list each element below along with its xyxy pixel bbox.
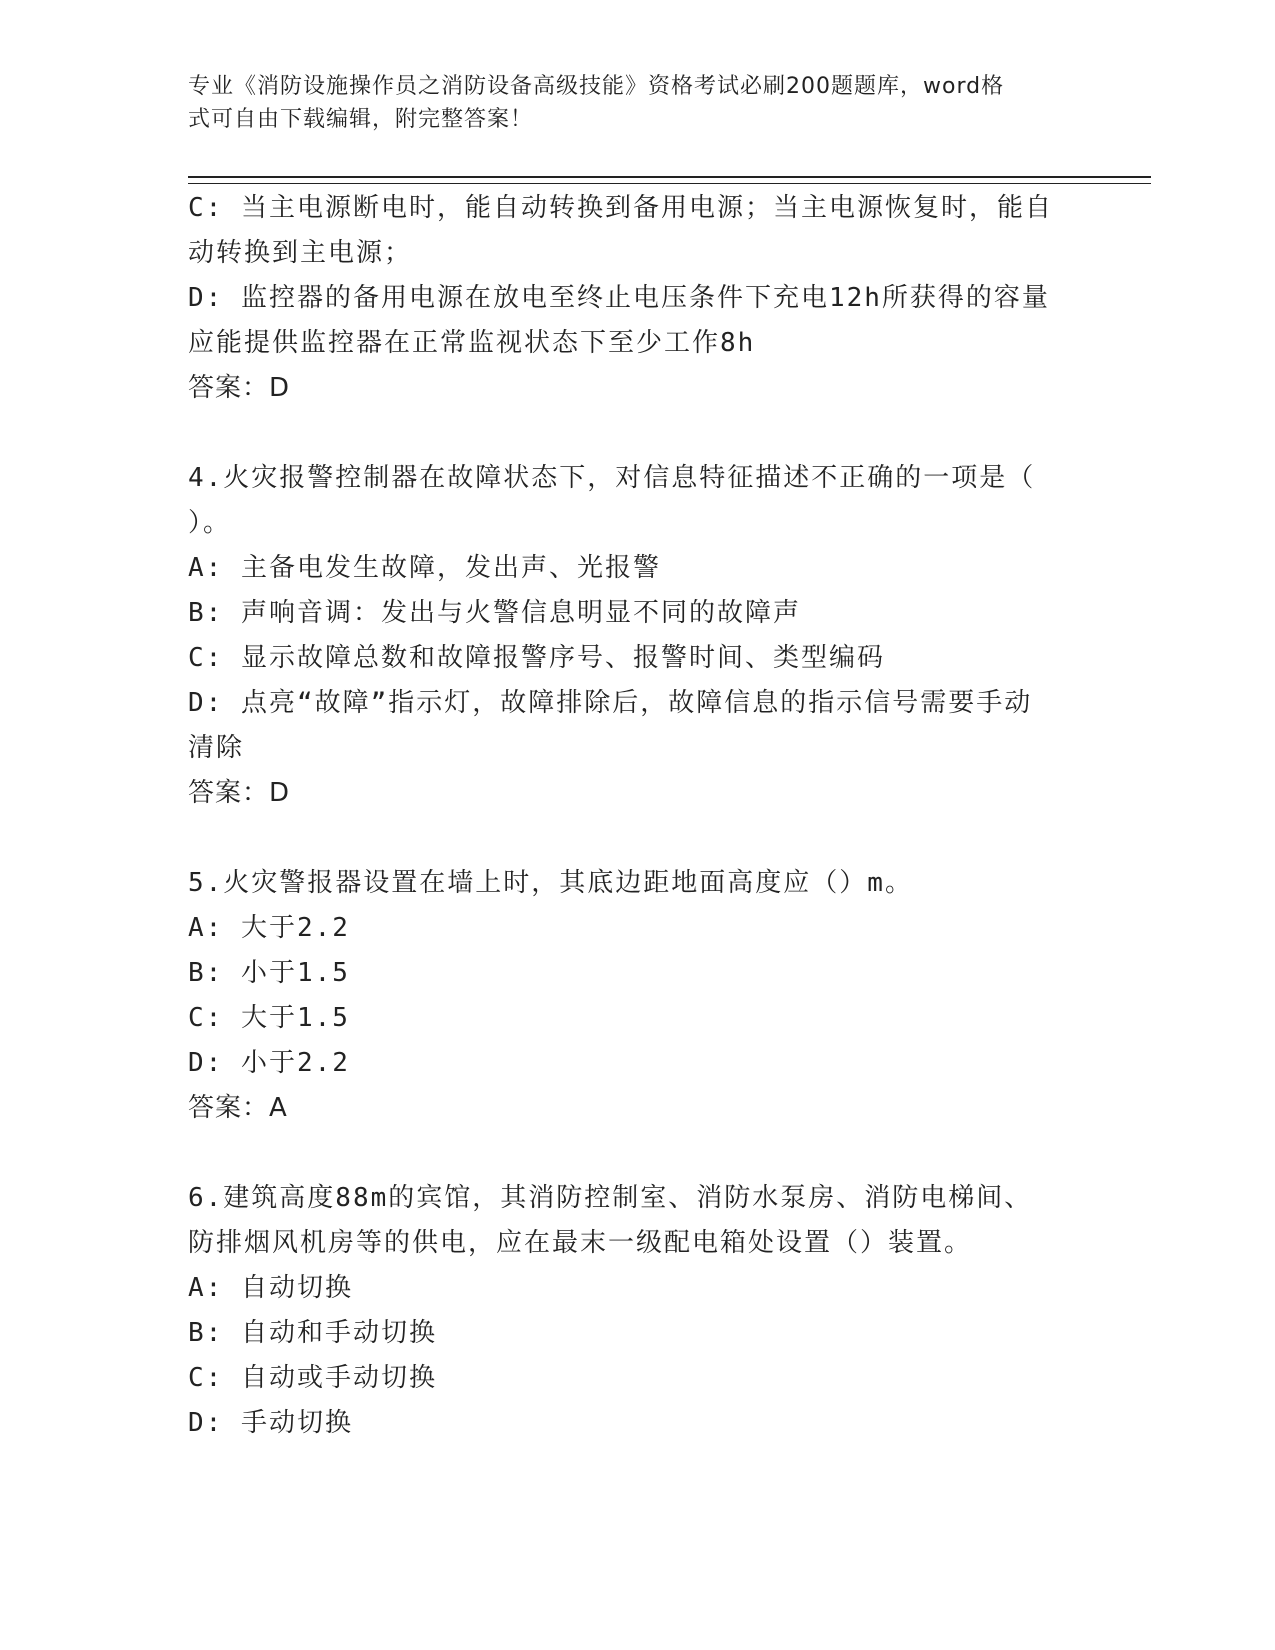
q5-stem: 5.火灾警报器设置在墙上时，其底边距地面高度应（）m。	[188, 868, 913, 898]
q5-answer: 答案：A	[188, 1093, 288, 1123]
q4-stem-line-1: 4.火灾报警控制器在故障状态下，对信息特征描述不正确的一项是（	[188, 463, 1036, 493]
q3-option-d-line-1: D: 监控器的备用电源在放电至终止电压条件下充电12h所获得的容量	[188, 283, 1050, 313]
q6-stem-line-2: 防排烟风机房等的供电，应在最末一级配电箱处设置（）装置。	[188, 1228, 973, 1258]
q3-option-d-line-2: 应能提供监控器在正常监视状态下至少工作8h	[188, 328, 756, 358]
q6-option-d: D: 手动切换	[188, 1408, 353, 1438]
q4-option-d-line-1: D: 点亮“故障”指示灯，故障排除后，故障信息的指示信号需要手动	[188, 688, 1033, 718]
spacer	[188, 816, 1088, 861]
q5-option-a: A: 大于2.2	[188, 913, 350, 943]
q6-option-c: C: 自动或手动切换	[188, 1363, 437, 1393]
q5-option-b: B: 小于1.5	[188, 958, 350, 988]
q4-stem-line-2: ）。	[188, 508, 232, 538]
q6-option-b: B: 自动和手动切换	[188, 1318, 437, 1348]
spacer	[188, 1131, 1088, 1176]
document-header	[188, 70, 1088, 136]
q3-option-c-line-1: C: 当主电源断电时，能自动转换到备用电源；当主电源恢复时，能自	[188, 193, 1053, 223]
header-line-1: 专业《消防设施操作员之消防设备高级技能》资格考试必刷200题题库，word格	[188, 74, 1005, 99]
q4-option-b: B: 声响音调：发出与火警信息明显不同的故障声	[188, 598, 801, 628]
q4-option-d-line-2: 清除	[188, 733, 245, 763]
q4-option-c: C: 显示故障总数和故障报警序号、报警时间、类型编码	[188, 643, 885, 673]
q3-answer: 答案：D	[188, 373, 291, 403]
q3-option-c-line-2: 动转换到主电源；	[188, 238, 413, 268]
q4-option-a: A: 主备电发生故障，发出声、光报警	[188, 553, 661, 583]
q4-answer: 答案：D	[188, 778, 291, 808]
header-divider-thin	[188, 183, 1151, 184]
question-content	[188, 186, 1088, 1446]
q6-option-a: A: 自动切换	[188, 1273, 353, 1303]
header-divider-thick	[188, 176, 1151, 178]
q5-option-d: D: 小于2.2	[188, 1048, 350, 1078]
spacer	[188, 411, 1088, 456]
header-line-2: 式可自由下载编辑，附完整答案！	[188, 107, 534, 132]
q6-stem-line-1: 6.建筑高度88m的宾馆，其消防控制室、消防水泵房、消防电梯间、	[188, 1183, 1033, 1213]
q5-option-c: C: 大于1.5	[188, 1003, 350, 1033]
